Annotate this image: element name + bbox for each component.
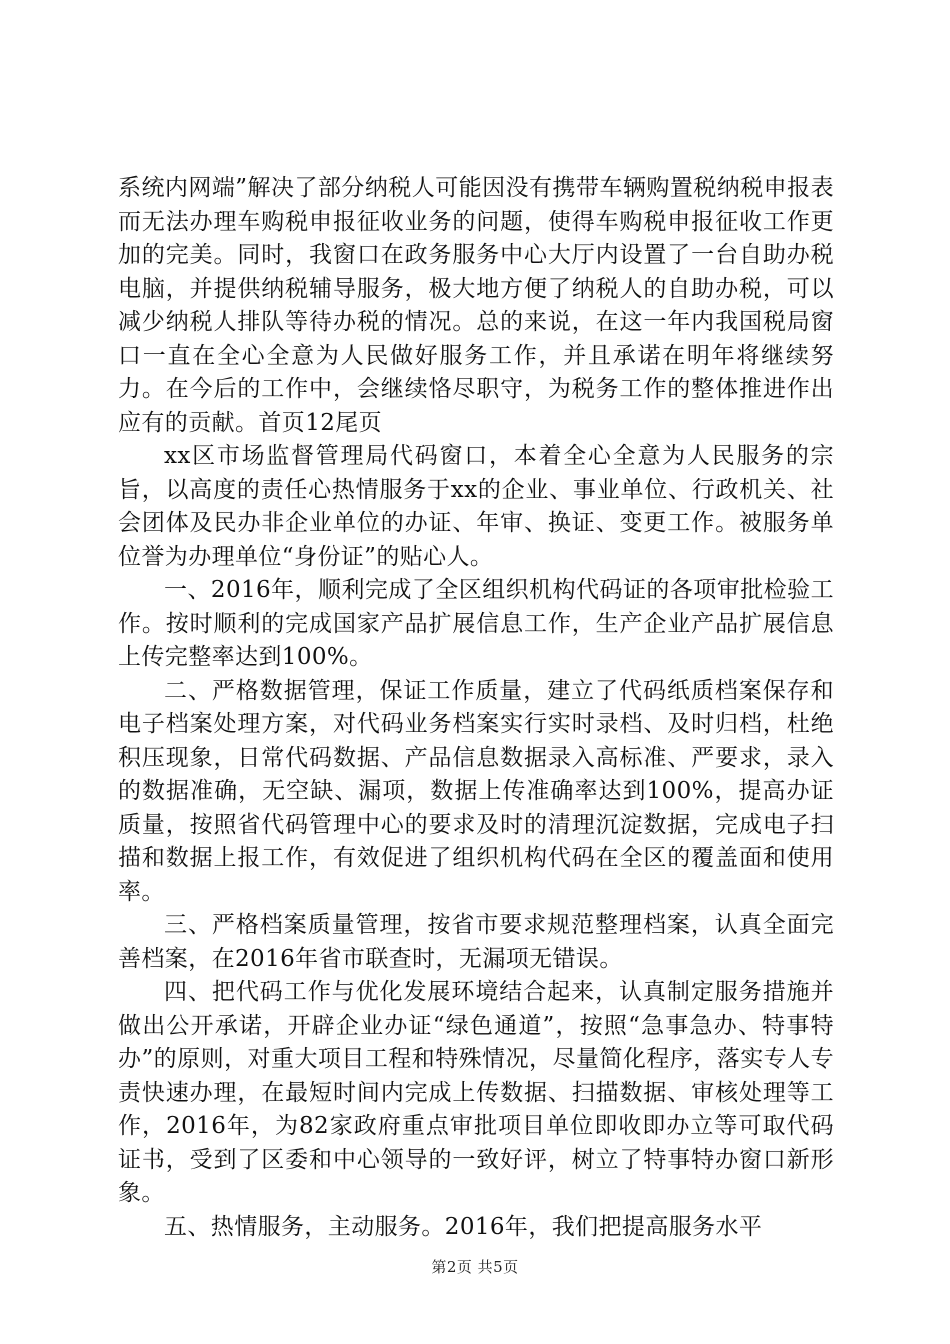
paragraph-2: xx区市场监督管理局代码窗口，本着全心全意为人民服务的宗旨，以高度的责任心热情服务于xx的企业、事业单位、行政机关、社会团体及民办非企业单位的办证、年审、换证、变更工作。被服务单位誉为办理单位“身份证”的贴心人。 <box>118 443 834 570</box>
paragraph-7: 五、热情服务，主动服务。2016年，我们把提高服务水平 <box>164 1213 763 1240</box>
paragraph-4: 二、严格数据管理，保证工作质量，建立了代码纸质档案保存和电子档案处理方案，对代码业务档案实行实时录档、及时归档，杜绝积压现象，日常代码数据、产品信息数据录入高标准、严要求，录入的数据准确，无空缺、漏项，数据上传准确率达到100%，提高办证质量，按照省代码管理中心的要求及时的清理沉淀数据，完成电子扫描和数据上报工作，有效促进了组织机构代码在全区的覆盖面和使用率。 <box>118 677 834 905</box>
paragraph-5: 三、严格档案质量管理，按省市要求规范整理档案，认真全面完善档案，在2016年省市联查时，无漏项无错误。 <box>118 912 834 972</box>
paragraph-1: 系统内网端”解决了部分纳税人可能因没有携带车辆购置税纳税申报表而无法办理车购税申报征收业务的问题，使得车购税申报征收工作更加的完美。同时，我窗口在政务服务中心大厅内设置了一台自助办税电脑，并提供纳税辅导服务，极大地方便了纳税人的自助办税，可以减少纳税人排队等待办税的情况。总的来说，在这一年内我国税局窗口一直在全心全意为人民做好服务工作，并且承诺在明年将继续努力。在今后的工作中，会继续恪尽职守，为税务工作的整体推进作出应有的贡献。首页12尾页 <box>118 175 834 436</box>
paragraph-6: 四、把代码工作与优化发展环境结合起来，认真制定服务措施并做出公开承诺，开辟企业办证“绿色通道”，按照“急事急办、特事特办”的原则，对重大项目工程和特殊情况，尽量简化程序，落实专人专责快速办理，在最短时间内完成上传数据、扫描数据、审核处理等工作，2016年，为82家政府重点审批项目单位即收即办立等可取代码证书，受到了区委和中心领导的一致好评，树立了特事特办窗口新形象。 <box>118 979 834 1206</box>
document-body <box>118 172 834 1244</box>
paragraph-3: 一、2016年，顺利完成了全区组织机构代码证的各项审批检验工作。按时顺利的完成国家产品扩展信息工作，生产企业产品扩展信息上传完整率达到100%。 <box>118 577 834 670</box>
page-number-footer: 第2页 共5页 <box>431 1258 519 1276</box>
